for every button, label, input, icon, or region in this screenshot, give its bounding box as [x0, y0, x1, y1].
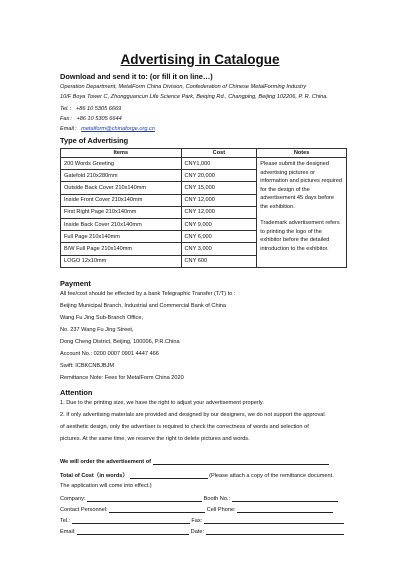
- fax-label: Fax:: [191, 518, 203, 524]
- column-header-items: Items: [61, 149, 182, 158]
- payment-line: Remittance Note: Fees for MetalForm China 2020: [60, 375, 184, 381]
- payment-line: No. 237 Wang Fu Jing Street,: [60, 327, 134, 333]
- cell-field[interactable]: [237, 507, 333, 513]
- item-cell: Outside Back Cover 210x140mm: [61, 182, 182, 194]
- contact-label: Contact Personnel:: [60, 507, 108, 513]
- total-cost-label: Total of Cost（in words）: [60, 473, 128, 479]
- tel-label: Tel.:: [60, 518, 71, 524]
- order-line: [60, 459, 329, 465]
- cost-cell: CNY 3,000: [181, 243, 257, 255]
- advertising-table: [60, 148, 347, 268]
- column-header-cost: Cost: [181, 149, 257, 158]
- tel-line: Tel.： +86 10 5305 6669: [60, 106, 122, 112]
- payment-line: Dong Cheng District, Beijing, 100006, P.R.China: [60, 339, 180, 345]
- page-title: Advertising in Catalogue: [120, 52, 280, 67]
- notes-cell: [257, 158, 347, 268]
- attention-line: 1. Due to the printing size, we have the right to adjust your advertisement properly.: [60, 400, 264, 406]
- cost-cell: CNY 600: [181, 255, 257, 267]
- email-field[interactable]: [77, 529, 189, 535]
- item-cell: Inside Front Cover 210x140mm: [61, 194, 182, 206]
- effect-note: The application will come into effect.): [60, 483, 152, 489]
- payment-line: Beijing Municipal Branch, Industrial and Commercial Bank of China: [60, 303, 227, 309]
- tel-field[interactable]: [72, 518, 190, 524]
- notes-text-1: Please submit the designed advertising pictures or information and pictures required for the design of the advertisement 45 days before the exhibition.: [260, 161, 343, 210]
- email-label: Email：: [60, 126, 80, 132]
- table-row: [61, 158, 347, 170]
- contact-line: [60, 507, 333, 513]
- payment-line: Wang Fu Jing Sub-Branch Office,: [60, 315, 144, 321]
- attention-line: 2. If only advertising materials are provided and designed by our designers, we do not support the approval: [60, 412, 325, 418]
- company-line: [60, 496, 338, 502]
- company-field[interactable]: [87, 496, 202, 502]
- fax-field[interactable]: [204, 518, 344, 524]
- item-cell: B/W Full Page 210x140mm: [61, 243, 182, 255]
- contact-field[interactable]: [109, 507, 205, 513]
- remittance-note: (Please attach a copy of the remittance document.: [209, 473, 334, 479]
- address-line-2: 10/F Boya Tower C, Zhongguancun Life Science Park, Beiqing Rd., Changping, Beijing 102206, P. R. China.: [60, 94, 328, 100]
- advertising-heading: Type of Advertising: [60, 136, 129, 145]
- cost-cell: CNY 12,000: [181, 206, 257, 218]
- payment-line: All fee/cost should be effected by a bank Telegraphic Transfer (T/T) to :: [60, 291, 236, 297]
- payment-line: Swift: ICBKCNBJBJM: [60, 363, 115, 369]
- total-cost-line: [60, 471, 334, 479]
- cost-cell: CNY1,000: [181, 158, 257, 170]
- address-line-1: Operation Department, MetalForm China Division, Confederation of Chinese MetalForming Industry: [60, 84, 307, 90]
- order-field[interactable]: [153, 459, 329, 465]
- attention-line: pictures. At the same time, we reserve the right to delete pictures and words.: [60, 436, 250, 442]
- item-cell: Inside Back Cover 210x140mm: [61, 218, 182, 230]
- column-header-notes: Notes: [257, 149, 347, 158]
- attention-line: of aesthetic design, only the advertiser is required to check the correctness of words and selection of: [60, 424, 309, 430]
- total-cost-field[interactable]: [130, 473, 208, 479]
- email-line: [60, 124, 155, 132]
- booth-label: Booth No.:: [203, 496, 231, 502]
- item-cell: LOGO 12x10mm: [61, 255, 182, 267]
- cell-label: Cell Phone:: [206, 507, 236, 513]
- date-label: Date:: [190, 529, 205, 535]
- tel-fax-line: [60, 518, 344, 524]
- email-link[interactable]: metalform@chinaforge.org.cn: [81, 126, 155, 132]
- cost-cell: CNY 15,000: [181, 182, 257, 194]
- payment-heading: Payment: [60, 279, 91, 288]
- company-label: Company:: [60, 496, 86, 502]
- attention-heading: Attention: [60, 388, 93, 397]
- download-heading: Download and send it to: (or fill it on line…): [60, 72, 213, 81]
- booth-field[interactable]: [232, 496, 338, 502]
- cost-cell: CNY 9,000: [181, 218, 257, 230]
- fax-line: Fax： +86 10 5305 6644: [60, 116, 122, 122]
- email-date-line: [60, 529, 344, 535]
- item-cell: First Right Page 210x140mm: [61, 206, 182, 218]
- item-cell: 200 Words Greeting: [61, 158, 182, 170]
- payment-line: Account No.: 0200 0007 0901 4447 466: [60, 351, 159, 357]
- cost-cell: CNY 6,000: [181, 231, 257, 243]
- notes-text-2: Trademark advertisement refers to printing the logo of the exhibitor before the detailed introduction to the exhibitor.: [260, 220, 340, 252]
- date-field[interactable]: [206, 529, 344, 535]
- item-cell: Full Page 210x140mm: [61, 231, 182, 243]
- email-form-label: Email:: [60, 529, 76, 535]
- table-header-row: [61, 149, 347, 158]
- cost-cell: CNY 12,000: [181, 194, 257, 206]
- item-cell: Gatefold 210x280mm: [61, 170, 182, 182]
- order-label: We will order the advertisement of: [60, 459, 151, 465]
- cost-cell: CNY 20,000: [181, 170, 257, 182]
